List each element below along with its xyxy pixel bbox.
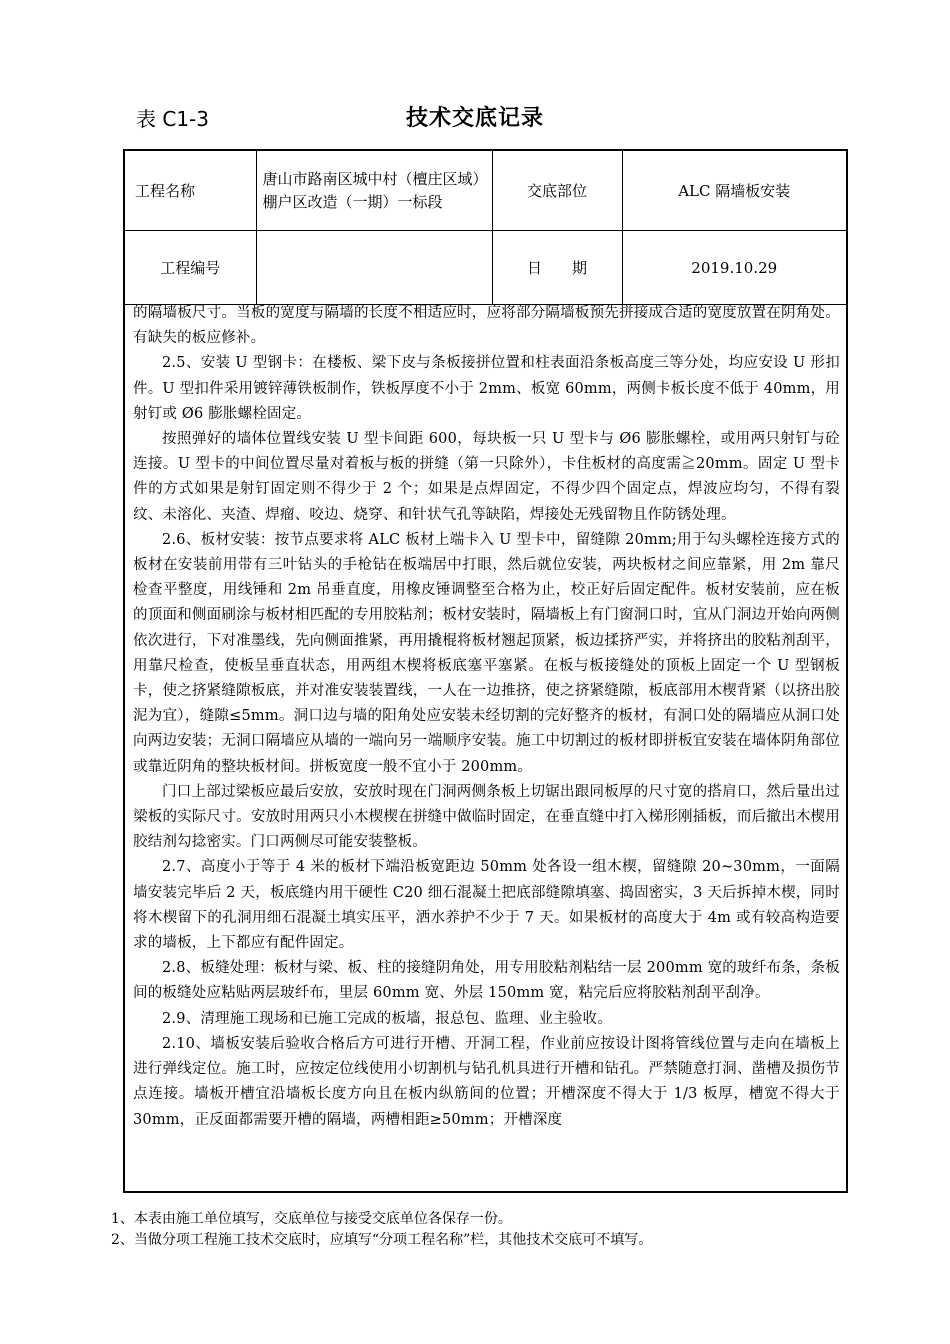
project-no-value xyxy=(256,231,492,305)
document-title: 技术交底记录 xyxy=(405,106,544,131)
project-no-label: 工程编号 xyxy=(125,231,256,305)
project-name-label: 工程名称 xyxy=(125,151,256,231)
content-paragraph: 的隔墙板尺寸。当板的宽度与隔墙的长度不相适应时，应将部分隔墙板预先拼接成合适的宽度放置在阴角处。有缺失的板应修补。 xyxy=(133,305,840,347)
footnotes xyxy=(111,1209,652,1251)
date-value: 2019.10.29 xyxy=(622,231,846,305)
part-label: 交底部位 xyxy=(492,151,622,231)
footnote: 1、本表由施工单位填写，交底单位与接受交底单位各保存一份。 xyxy=(111,1211,512,1227)
disclosure-content xyxy=(133,301,840,1133)
record-sheet xyxy=(123,149,848,1193)
content-paragraph: 2.6、板材安装：按节点要求将 ALC 板材上端卡入 U 型卡中，留缝隙 20mm;用于勾头螺栓连接方式的板材在安装前用带有三叶钻头的手枪钻在板端居中打眼，然后就位安装，两块板材之间应靠紧，用 2m 靠尺检查平整度，用线锤和 2m 吊垂直度，用橡皮锤调整至合格为止，校正好后固定配件。板材安装前，应在板的顶面和侧面刷涂与板材相匹配的专用胶粘剂；板材安装时，隔墙板上有门窗洞口时，宜从门洞边开始向两侧依次进行，下对准墨线，先向侧面推紧，再用撬棍将板材翘起顶紧，板边揉挤严实，并将挤出的胶粘剂刮平，用靠尺检查，使板呈垂直状态，用两组木楔将板底塞平塞紧。在板与板接缝处的顶板上固定一个 U 型钢板卡，使之挤紧缝隙板底，并对准安装装置线，一人在一边推挤，使之挤紧缝隙，板底部用木楔背紧（以挤出胶泥为宜），缝隙≤5mm。洞口边与墙的阳角处应安装未经切割的完好整齐的板材，有洞口处的隔墙应从洞口处向两边安装；无洞口隔墙应从墙的一端向另一端顺序安装。施工中切割过的板材即拼板宜安装在墙体阴角部位或靠近阴角的整块板材间。拼板宽度一般不宜小于 200mm。 xyxy=(133,531,840,775)
content-paragraph: 按照弹好的墙体位置线安装 U 型卡间距 600，每块板一只 U 型卡与 Ø6 膨胀螺栓，或用两只射钉与砼连接。U 型卡的中间位置尽量对着板与板的拼缝（第一只除外），卡住板材的高度需≧20mm。固定 U 型卡件的方式如果是射钉固定则不得少于 2 个；如果是点焊固定，不得少四个固定点，焊波应均匀，不得有裂纹、未溶化、夹渣、焊瘤、咬边、烧穿、和针状气孔等缺陷，焊接处无残留物且作防锈处理。 xyxy=(133,431,840,523)
form-code: 表 C1-3 xyxy=(136,107,209,131)
part-value: ALC 隔墙板安装 xyxy=(622,151,846,231)
info-row-number xyxy=(125,231,846,305)
info-row-project xyxy=(125,151,846,231)
date-label: 日 期 xyxy=(492,231,622,305)
content-paragraph: 2.9、清理施工现场和已施工完成的板墙，报总包、监理、业主验收。 xyxy=(162,1010,612,1027)
content-paragraph: 2.10、墙板安装后验收合格后方可进行开槽、开洞工程，作业前应按设计图将管线位置与走向在墙板上进行弹线定位。施工时，应按定位线使用小切割机与钻孔机具进行开槽和钻孔。严禁随意打洞、凿槽及损伤节点连接。墙板开槽宜沿墙板长度方向且在板内纵筋间的位置；开槽深度不得大于 1/3 板厚，槽宽不得大于 30mm，正反面都需要开槽的隔墙，两槽相距≥50mm；开槽深度 xyxy=(133,1035,840,1128)
content-paragraph: 门口上部过梁板应最后安放，安放时现在门洞两侧条板上切锯出跟同板厚的尺寸宽的搭肩口，然后量出过梁板的实际尺寸。安放时用两只小木楔楔在拼缝中做临时固定，在垂直缝中打入梯形刚插板，而后撤出木楔用胶结剂勾捻密实。门口两侧尽可能安装整板。 xyxy=(133,783,840,851)
content-paragraph: 2.8、板缝处理：板材与梁、板、柱的接缝阴角处，用专用胶粘剂粘结一层 200mm 宽的玻纤布条，条板间的板缝处应粘贴两层玻纤布，里层 60mm 宽、外层 150mm 宽，粘完后应将胶粘剂刮平刮净。 xyxy=(133,960,840,1002)
content-paragraph: 2.5、安装 U 型钢卡：在楼板、梁下皮与条板接拼位置和柱表面沿条板高度三等分处，均应安设 U 形扣件。U 型扣件采用镀锌薄铁板制作，铁板厚度不小于 2mm、板宽 60mm，两侧卡板长度不低于 40mm，用射钉或 Ø6 膨胀螺栓固定。 xyxy=(133,355,840,422)
content-paragraph: 2.7、高度小于等于 4 米的板材下端沿板宽距边 50mm 处各设一组木楔，留缝隙 20~30mm，一面隔墙安装完毕后 2 天，板底缝内用干硬性 C20 细石混凝土把底部缝隙填塞、捣固密实，3 天后拆掉木楔，同时将木楔留下的孔洞用细石混凝土填实压平，洒水养护不少于 7 天。如果板材的高度大于 4m 或有较高构造要求的墙板，上下都应有配件固定。 xyxy=(133,859,840,952)
footnote: 2、当做分项工程施工技术交底时，应填写“分项工程名称”栏，其他技术交底可不填写。 xyxy=(111,1232,653,1248)
project-name-value: 唐山市路南区城中村（檀庄区域）棚户区改造（一期）一标段 xyxy=(256,151,492,231)
info-table xyxy=(125,151,846,305)
